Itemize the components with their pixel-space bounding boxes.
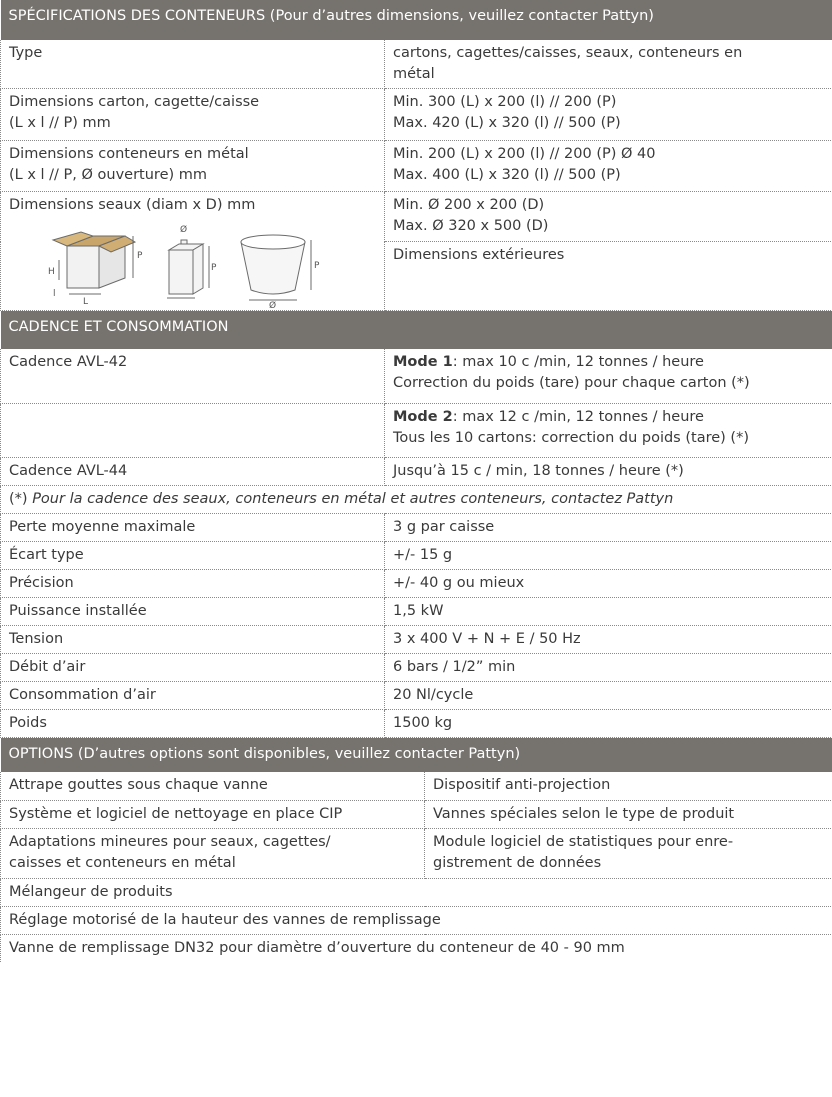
- carton-box-drawing: [53, 232, 135, 294]
- option-item: Attrape gouttes sous chaque vanne: [9, 777, 268, 793]
- dim-letter-P-bucket: P: [314, 261, 320, 271]
- table-row: [1, 514, 832, 542]
- row-label: (L x l // P, Ø ouverture) mm: [9, 167, 208, 183]
- row-value: Min. 300 (L) x 200 (l) // 200 (P): [393, 94, 617, 110]
- option-item: Module logiciel de statistiques pour enre-: [433, 833, 734, 850]
- mode1-title: Mode 1: [393, 354, 453, 370]
- footnote-mark: (*): [9, 490, 33, 507]
- row-label: Perte moyenne maximale: [9, 518, 196, 535]
- table-row: [1, 626, 832, 654]
- table-row: [1, 403, 832, 457]
- dim-letter-L: L: [83, 297, 89, 307]
- table-row: [1, 878, 832, 906]
- row-value: Min. Ø 200 x 200 (D): [393, 197, 545, 213]
- mode2-title: Mode 2: [393, 408, 453, 425]
- bucket-drawing: [241, 235, 311, 300]
- mode2-text: [393, 407, 832, 428]
- row-value: +/- 15 g: [393, 547, 453, 563]
- metal-container-drawing: [167, 240, 209, 298]
- table-row: [1, 800, 832, 828]
- row-value: 6 bars / 1/2” min: [393, 659, 516, 675]
- row-value: +/- 40 g ou mieux: [393, 575, 525, 591]
- row-label: Dimensions carton, cagette/caisse: [9, 94, 260, 110]
- row-label: Précision: [9, 575, 74, 591]
- row-value: Jusqu’à 15 c / min, 18 tonnes / heure (*): [393, 462, 684, 479]
- dim-letter-diameter-top: Ø: [180, 225, 188, 235]
- options-table: [0, 738, 832, 962]
- row-value: 3 g par caisse: [393, 518, 495, 535]
- table-row: [1, 772, 832, 800]
- table-row: [1, 570, 832, 598]
- table-row: [1, 457, 832, 485]
- row-label: Dimensions conteneurs en métal: [9, 146, 249, 162]
- dim-letter-l: l: [53, 289, 56, 299]
- section-header-cadence: CADENCE ET CONSOMMATION: [1, 311, 832, 349]
- table-row: [1, 542, 832, 570]
- row-label: Puissance installée: [9, 603, 147, 619]
- table-row: [1, 682, 832, 710]
- row-label: Débit d’air: [9, 659, 86, 675]
- row-label: Cadence AVL-44: [9, 462, 128, 479]
- option-item: Adaptations mineures pour seaux, cagettes/: [9, 833, 331, 850]
- section-header-options: OPTIONS (D’autres options sont disponibles, veuillez contacter Pattyn): [1, 738, 832, 772]
- row-label: Cadence AVL-42: [9, 354, 128, 370]
- option-item: Dispositif anti-projection: [433, 777, 611, 793]
- row-label: Type: [9, 45, 43, 61]
- row-value: 1,5 kW: [393, 603, 444, 619]
- mode1-line2: Correction du poids (tare) pour chaque carton (*): [393, 375, 750, 391]
- table-row: [1, 89, 832, 141]
- option-item: caisses et conteneurs en métal: [9, 854, 236, 871]
- table-row: [1, 934, 832, 962]
- row-value: 3 x 400 V + N + E / 50 Hz: [393, 631, 581, 647]
- mode2-line2: Tous les 10 cartons: correction du poids (tare) (*): [393, 429, 749, 446]
- dim-letter-P-metal: P: [211, 263, 217, 273]
- table-row: [1, 349, 832, 403]
- outer-dimensions-label: Dimensions extérieures: [393, 247, 565, 263]
- table-row: [1, 598, 832, 626]
- row-label: Écart type: [9, 547, 84, 563]
- row-label: (L x l // P) mm: [9, 115, 111, 131]
- option-item: Système et logiciel de nettoyage en place CIP: [9, 805, 343, 822]
- table-row: [1, 192, 832, 242]
- row-label: Tension: [9, 631, 64, 647]
- row-label: Dimensions seaux (diam x D) mm: [9, 197, 256, 213]
- container-dimensions-diagram: [45, 220, 345, 308]
- row-label: Poids: [9, 715, 47, 731]
- mode2-line1: : max 12 c /min, 12 tonnes / heure: [452, 408, 704, 425]
- table-row: [1, 654, 832, 682]
- footnote-text: Pour la cadence des seaux, conteneurs en métal et autres conteneurs, contactez Pattyn: [32, 490, 674, 507]
- dim-letter-P: P: [137, 251, 143, 261]
- table-row: [1, 906, 832, 934]
- cadence-table: [0, 311, 832, 514]
- row-value: Max. 420 (L) x 320 (l) // 500 (P): [393, 115, 621, 131]
- option-item: Réglage motorisé de la hauteur des vannes de remplissage: [9, 911, 441, 928]
- dim-letter-diameter-bucket: Ø: [269, 301, 277, 308]
- option-item: Vannes spéciales selon le type de produit: [433, 805, 735, 822]
- row-value: Max. Ø 320 x 500 (D): [393, 218, 549, 234]
- consumption-table: [0, 514, 832, 739]
- row-value: 1500 kg: [393, 715, 453, 731]
- table-row: [1, 828, 832, 878]
- row-value: 20 Nl/cycle: [393, 687, 474, 703]
- row-value: Min. 200 (L) x 200 (l) // 200 (P) Ø 40: [393, 146, 656, 162]
- row-value: métal: [393, 66, 435, 82]
- option-item: Mélangeur de produits: [9, 883, 173, 900]
- table-row: [1, 141, 832, 192]
- row-value: Max. 400 (L) x 320 (l) // 500 (P): [393, 167, 621, 183]
- table-row: [1, 485, 832, 513]
- container-spec-table: [0, 0, 832, 311]
- mode1-line1: : max 10 c /min, 12 tonnes / heure: [452, 354, 704, 370]
- dim-letter-H: H: [48, 267, 55, 277]
- row-value: cartons, cagettes/caisses, seaux, conteneurs en: [393, 45, 743, 61]
- option-item: Vanne de remplissage DN32 pour diamètre d’ouverture du conteneur de 40 - 90 mm: [9, 939, 625, 956]
- option-item: gistrement de données: [433, 854, 602, 871]
- table-row: [1, 40, 832, 89]
- row-label: Consommation d’air: [9, 687, 156, 703]
- section-header-containers: SPÉCIFICATIONS DES CONTENEURS (Pour d’autres dimensions, veuillez contacter Pattyn): [1, 0, 832, 40]
- table-row: [1, 710, 832, 738]
- mode1-text: [393, 352, 832, 373]
